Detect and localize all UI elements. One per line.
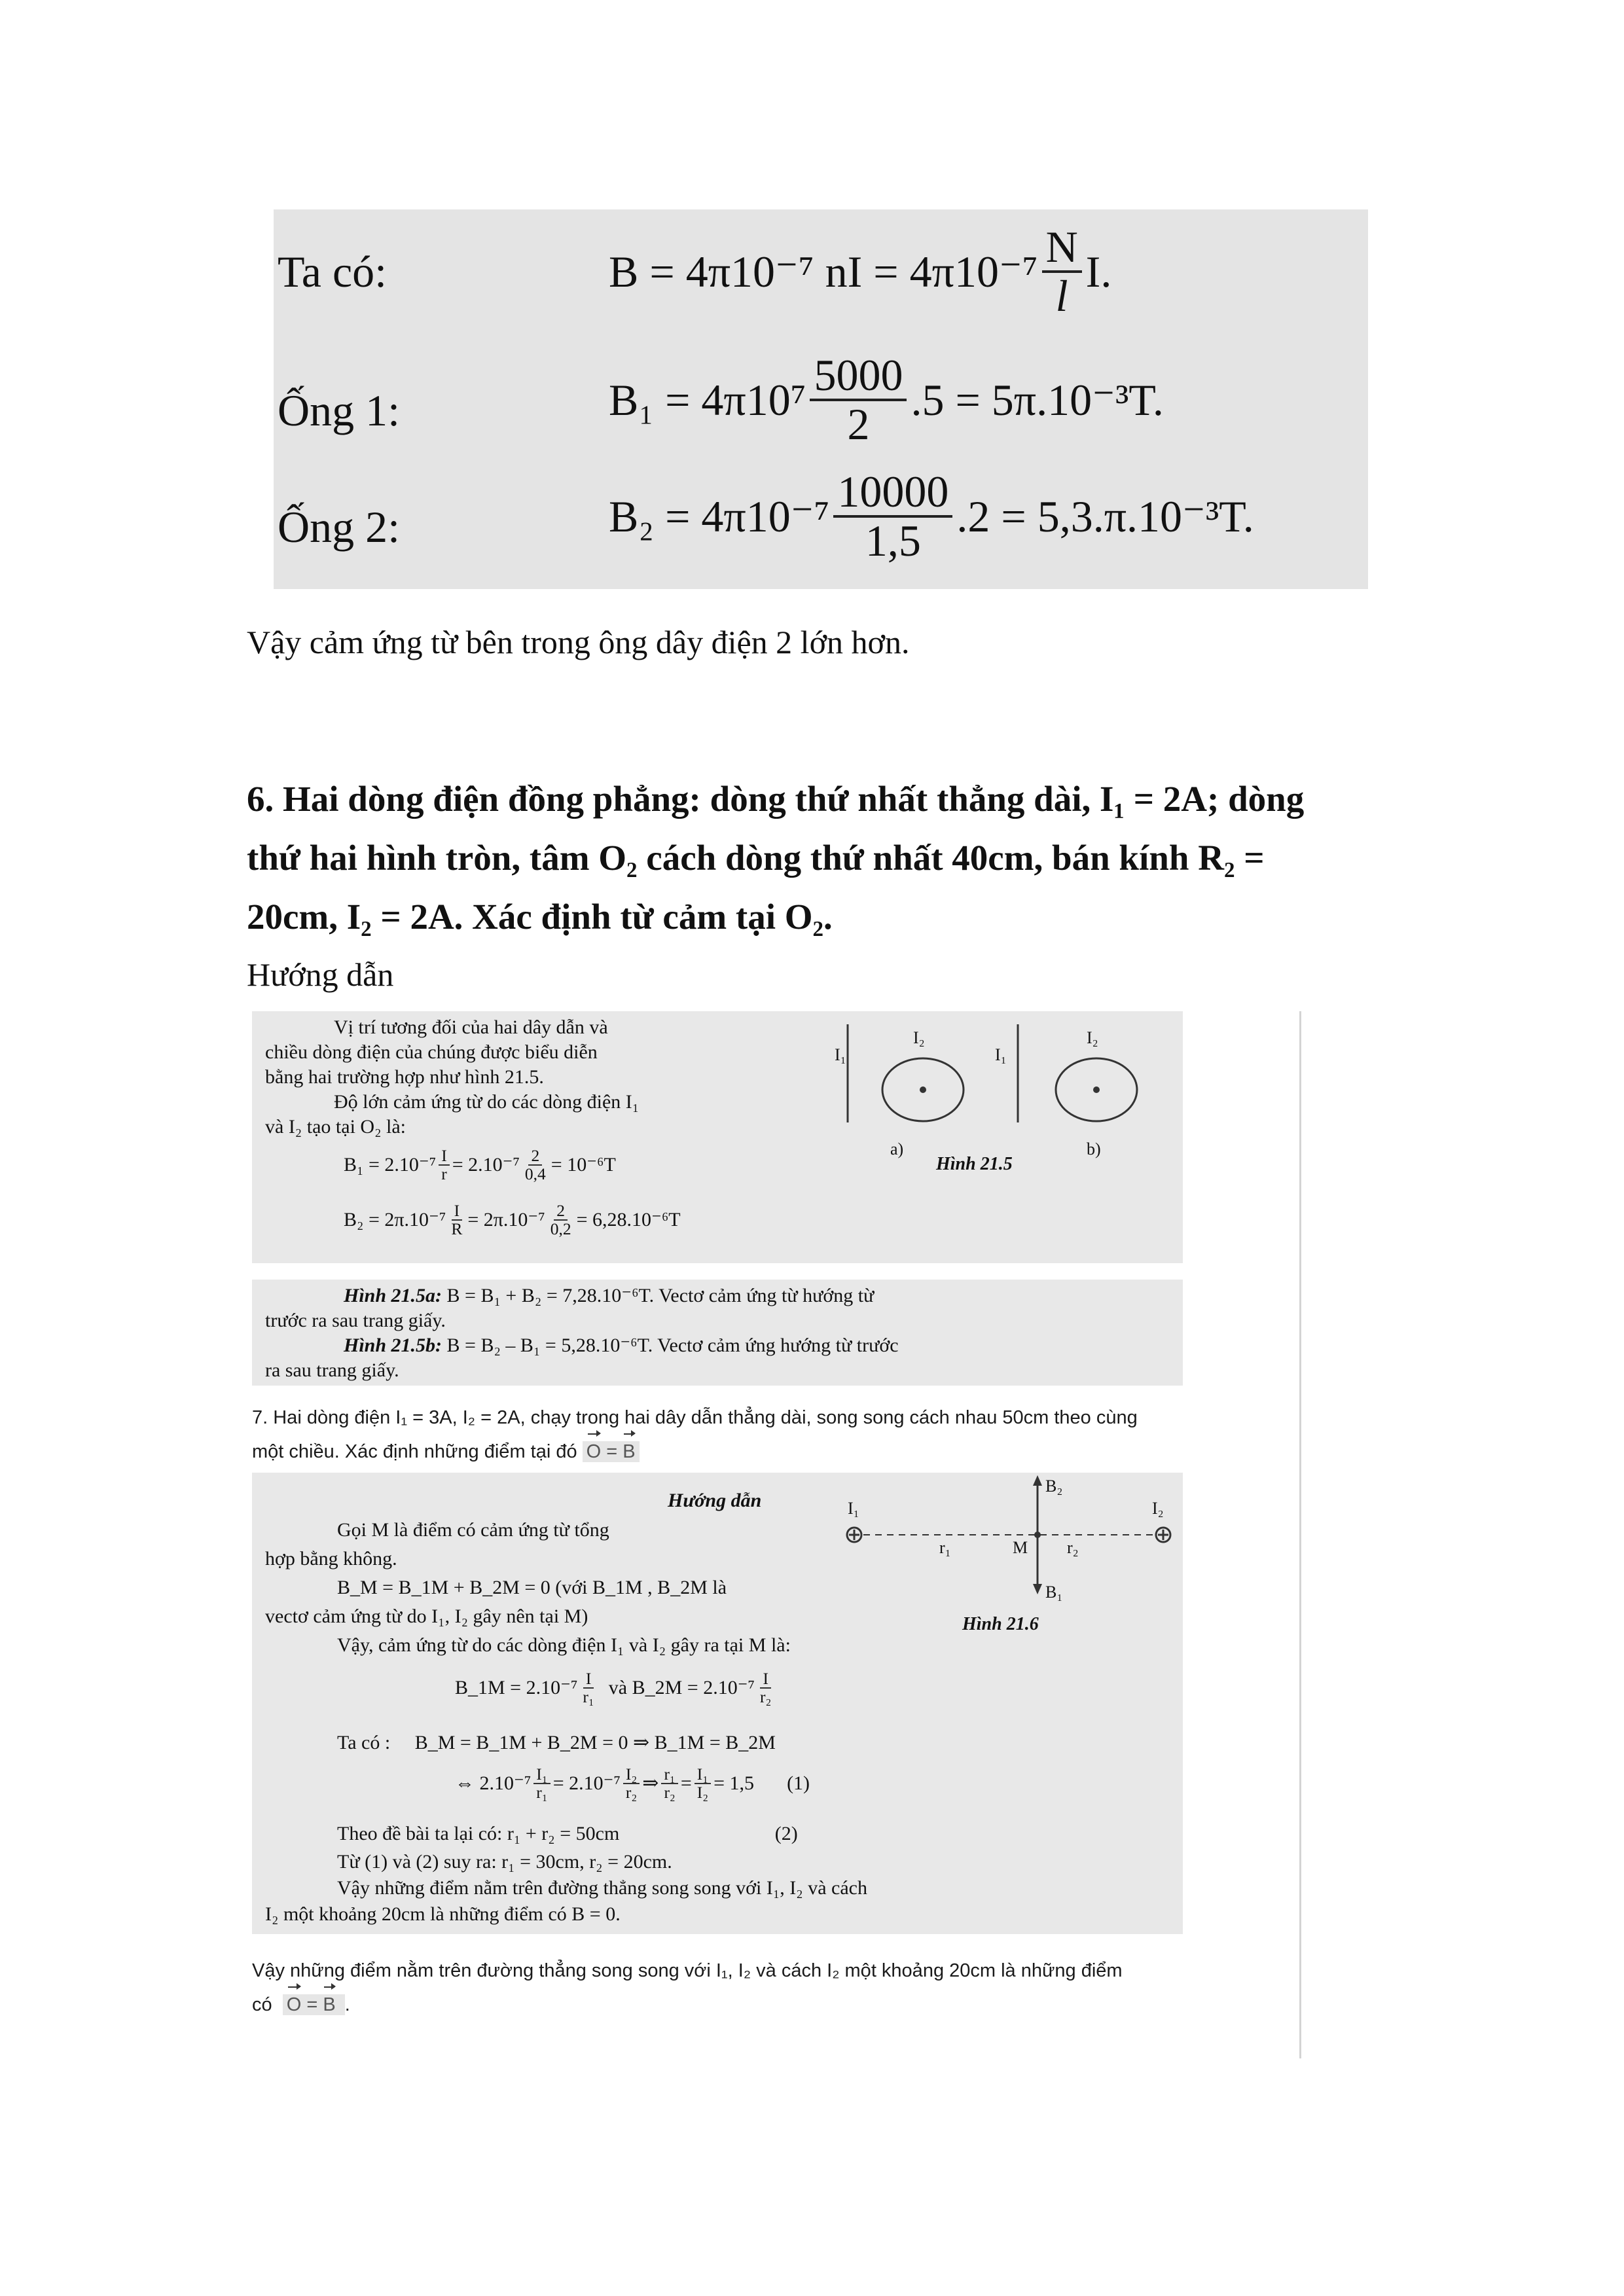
fig-label-r2: r₂ bbox=[1067, 1538, 1079, 1557]
row2-fraction bbox=[810, 352, 907, 448]
row2-tail: .5 = 5π.10⁻³T. bbox=[911, 374, 1164, 425]
scan-figure-21-6 bbox=[252, 1473, 1183, 1934]
block4-line-2: hợp bằng không. bbox=[265, 1548, 397, 1570]
block4-formula-2: Ta có : B_M = B_1M + B_2M = 0 ⇒ B_1M = B_2M bbox=[337, 1732, 776, 1753]
fig-label-a: a) bbox=[890, 1139, 904, 1158]
fig-label-b: b) bbox=[1087, 1139, 1101, 1158]
block4-line-3: B_M = B_1M + B_2M = 0 (với B_1M , B_2M là bbox=[337, 1577, 727, 1598]
block2-formula-2: B₂ = 2π.10⁻⁷ $\frac{I}{R}$ = 2π.10⁻⁷ $\frac{2}{0,2}$ = 6,28.10⁻⁶T bbox=[344, 1201, 681, 1238]
block3-line-1: Hình 21.5a: B = B₁ + B₂ = 7,28.10⁻⁶T. Vectơ cảm ứng từ hướng từ bbox=[344, 1285, 875, 1306]
fig-label-B2: B₂ bbox=[1045, 1477, 1063, 1496]
block4-line-5: Vậy, cảm ứng từ do các dòng điện I₁ và I₂ gây ra tại M là: bbox=[337, 1634, 791, 1656]
center-dot-a bbox=[920, 1086, 926, 1093]
question-6-line-1: 6. Hai dòng điện đồng phẳng: dòng thứ nhất thẳng dài, I₁ = 2A; dòng bbox=[247, 779, 1305, 819]
row1-num: N bbox=[1042, 224, 1082, 273]
question-7-line-2: một chiều. Xác định những điểm tại đó O = B bbox=[252, 1435, 1286, 1469]
row2-lhs: B₁ = 4π10⁷ bbox=[609, 374, 806, 425]
arrow-B1 bbox=[1033, 1584, 1042, 1594]
row2-formula bbox=[609, 352, 1164, 448]
question-7 bbox=[252, 1401, 1286, 1469]
row1-fraction bbox=[1042, 224, 1082, 320]
block3-line-4: ra sau trang giấy. bbox=[265, 1359, 399, 1381]
row3-den: 1,5 bbox=[865, 516, 921, 566]
block3-line-3: Hình 21.5b: B = B₂ – B₁ = 5,28.10⁻⁶T. Vectơ cảm ứng hướng từ trước bbox=[344, 1335, 899, 1356]
scan-results-21-5 bbox=[252, 1280, 1183, 1386]
row2-label: Ống 1: bbox=[278, 386, 400, 435]
conclusion-7-line-1: Vậy những điểm nằm trên đường thẳng song song với I₁, I₂ và cách I₂ một khoảng 20cm là những điểm bbox=[252, 1960, 1123, 1981]
row1-formula bbox=[609, 224, 1111, 320]
block4-line-4: vectơ cảm ứng từ do I₁, I₂ gây nên tại M) bbox=[265, 1605, 588, 1627]
block2-line-5: và I₂ tạo tại O₂ là: bbox=[265, 1116, 406, 1138]
question-7-line-1: 7. Hai dòng điện I₁ = 3A, I₂ = 2A, chạy trong hai dây dẫn thẳng dài, song song cách nhau 50cm theo cùng bbox=[252, 1407, 1138, 1428]
question-6-line-3: 20cm, I₂ = 2A. Xác định từ cảm tại O₂. bbox=[247, 897, 833, 937]
fig-label-r1: r₁ bbox=[939, 1538, 951, 1557]
guide-label: Hướng dẫn bbox=[247, 956, 394, 993]
row3-fraction bbox=[833, 469, 952, 565]
center-dot-b bbox=[1093, 1086, 1100, 1093]
vector-zero-equals-b-2: O = B bbox=[283, 1994, 345, 2015]
scan-solenoid-formulas bbox=[274, 209, 1368, 589]
block2-formula-1: B₁ = 2.10⁻⁷ $\frac{I}{r}$ = 2.10⁻⁷ $\frac{2}{0,4}$ = 10⁻⁶T bbox=[344, 1146, 616, 1183]
question-6-line-2: thứ hai hình tròn, tâm O₂ cách dòng thứ nhất 40cm, bán kính R₂ = bbox=[247, 838, 1265, 878]
fig-label-B1: B₁ bbox=[1045, 1583, 1063, 1602]
fig-caption-21-5: Hình 21.5 bbox=[936, 1154, 1013, 1174]
block4-line-7: Từ (1) và (2) suy ra: r₁ = 30cm, r₂ = 20cm. bbox=[337, 1851, 672, 1873]
row3-lhs: B₂ = 4π10⁻⁷ bbox=[609, 491, 830, 541]
block4-formula-1: B_1M = 2.10⁻⁷ I r₁ và B_2M = 2.10⁻⁷ I r₂ bbox=[455, 1669, 772, 1706]
block2-line-3: bằng hai trường hợp như hình 21.5. bbox=[265, 1066, 544, 1088]
block4-line-6: Theo đề bài ta lại có: r₁ + r₂ = 50cm (2) bbox=[337, 1823, 798, 1844]
scan-figure-21-5 bbox=[252, 1011, 1183, 1263]
row3-formula bbox=[609, 469, 1254, 565]
row2-num: 5000 bbox=[810, 352, 907, 401]
fig-label-I2a: I₂ bbox=[913, 1028, 925, 1047]
row1-label: Ta có: bbox=[278, 247, 388, 296]
block2-line-1: Vị trí tương đối của hai dây dẫn và bbox=[334, 1016, 608, 1038]
row3-tail: .2 = 5,3.π.10⁻³T. bbox=[956, 491, 1254, 541]
page-border-rule bbox=[1299, 1011, 1301, 2058]
conclusion-7 bbox=[252, 1954, 1299, 2022]
fig-caption-21-6: Hình 21.6 bbox=[962, 1614, 1039, 1634]
block4-line-8: Vậy những điểm nằm trên đường thẳng song song với I₁, I₂ và cách bbox=[337, 1877, 867, 1899]
fig-label-I1b: I₁ bbox=[995, 1045, 1007, 1064]
fig-label-I1: I₁ bbox=[848, 1499, 859, 1518]
row2-den: 2 bbox=[847, 399, 870, 450]
row1-tail: I. bbox=[1085, 246, 1112, 296]
fig-label-I2b: I₂ bbox=[1087, 1028, 1098, 1047]
fig-label-I2: I₂ bbox=[1152, 1499, 1164, 1518]
block4-line-1: Gọi M là điểm có cảm ứng từ tổng bbox=[337, 1519, 609, 1541]
point-M bbox=[1034, 1532, 1041, 1538]
block4-formula-3: ⇔ 2.10⁻⁷ $\frac{\text{I₁}}{\text{r₁}}$ = 2.10⁻⁷ I₂ r₂ ⇒ $\frac{\text{r₁}}{\text{r₂}}$ = $\frac{\text{I₁}}{\text{I₂}}$ = 1,5 (1) bbox=[455, 1765, 810, 1802]
row1-lhs: B = 4π10⁻⁷ nI = 4π10⁻⁷ bbox=[609, 246, 1038, 296]
block2-line-2: chiều dòng điện của chúng được biểu diễn bbox=[265, 1041, 598, 1063]
block3-line-2: trước ra sau trang giấy. bbox=[265, 1310, 446, 1331]
block4-heading: Hướng dẫn bbox=[668, 1490, 762, 1511]
fig-label-I1a: I₁ bbox=[835, 1045, 846, 1064]
question-6 bbox=[247, 770, 1379, 946]
row3-label: Ống 2: bbox=[278, 502, 400, 552]
block4-line-9: I₂ một khoảng 20cm là những điểm có B = 0. bbox=[265, 1903, 621, 1925]
conclusion-7-line-2: có O = B . bbox=[252, 1988, 1299, 2022]
vector-zero-equals-b: O = B bbox=[583, 1441, 640, 1462]
arrow-B2 bbox=[1033, 1475, 1042, 1486]
row1-den: l bbox=[1055, 271, 1068, 321]
block2-text bbox=[265, 1015, 671, 1139]
block2-line-4: Độ lớn cảm ứng từ do các dòng điện I₁ bbox=[334, 1091, 640, 1113]
conclusion-text-1: Vậy cảm ứng từ bên trong ông dây điện 2 lớn hơn. bbox=[247, 624, 910, 660]
row3-num: 10000 bbox=[833, 469, 952, 518]
fig-label-M: M bbox=[1013, 1538, 1028, 1557]
